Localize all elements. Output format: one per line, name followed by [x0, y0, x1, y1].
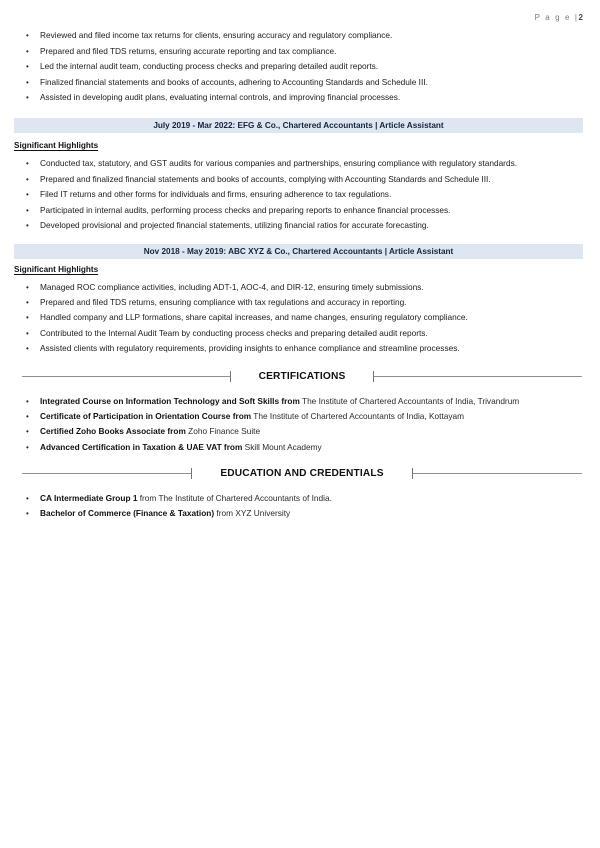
list-item — [14, 491, 586, 506]
certification-issuer: Skill Mount Academy — [242, 441, 322, 452]
significant-highlights-heading-abcxyz: Significant Highlights — [14, 264, 99, 274]
list-item — [14, 424, 586, 439]
list-item: • Contributed to the Internal Audit Team by conducting process checks and preparing detailed audit reports. — [14, 326, 586, 341]
list-item: • Conducted tax, statutory, and GST audits for various companies and partnerships, ensuring compliance with regulatory standards. — [14, 156, 586, 172]
certifications-section-heading — [14, 366, 586, 388]
page-header — [535, 14, 583, 22]
heading-rule-right — [373, 376, 582, 377]
certification-title: Advanced Certification in Taxation & UAE VAT from — [40, 441, 243, 452]
list-item — [14, 506, 586, 521]
role-banner-efg: July 2019 - Mar 2022: EFG & Co., Chartered Accountants | Article Assistant — [14, 118, 583, 133]
list-item: • Managed ROC compliance activities, including ADT-1, AOC-4, and DIR-12, ensuring timely submissions. — [14, 280, 586, 295]
list-item — [14, 409, 586, 424]
certification-issuer: The Institute of Chartered Accountants of India, Kottayam — [251, 411, 465, 422]
list-item — [14, 394, 586, 409]
heading-rule-left — [22, 473, 192, 474]
significant-highlights-heading-efg: Significant Highlights — [14, 140, 99, 150]
certification-issuer: The Institute of Chartered Accountants of India, Trivandrum — [299, 395, 520, 406]
education-list — [14, 491, 586, 521]
education-qualification: CA Intermediate Group 1 — [40, 492, 138, 503]
document-content — [14, 28, 586, 521]
certification-title: Certified Zoho Books Associate from — [40, 426, 186, 437]
list-item: • Filed IT returns and other forms for individuals and firms, ensuring adherence to tax regulations. — [14, 187, 586, 203]
list-item: • Finalized financial statements and books of accounts, adhering to Accounting Standards and Schedule III. — [14, 75, 586, 91]
education-institution: from The Institute of Chartered Accountants of India. — [137, 492, 332, 503]
list-item: • Prepared and filed TDS returns, ensuring compliance with tax regulations and accuracy in reporting. — [14, 295, 586, 310]
certification-title: Certificate of Participation in Orientation Course from — [40, 411, 252, 422]
certification-title: Integrated Course on Information Technology and Soft Skills from — [40, 395, 300, 406]
education-qualification: Bachelor of Commerce (Finance & Taxation) — [40, 507, 215, 518]
list-item: • Prepared and filed TDS returns, ensuring accurate reporting and tax compliance. — [14, 44, 586, 60]
role-efg-bullet-list — [14, 156, 586, 234]
heading-rule-right — [412, 473, 582, 474]
list-item: • Participated in internal audits, performing process checks and preparing reports to enhance financial processes. — [14, 203, 586, 219]
page-number: 2 — [578, 13, 583, 22]
role-banner-abcxyz: Nov 2018 - May 2019: ABC XYZ & Co., Chartered Accountants | Article Assistant — [14, 244, 583, 259]
experience-continued-list — [14, 28, 586, 106]
list-item: • Handled company and LLP formations, share capital increases, and name changes, ensuring regulatory compliance. — [14, 310, 586, 325]
page-header-label: P a g e | — [534, 13, 579, 22]
list-item: • Assisted clients with regulatory requirements, providing insights to enhance compliance and streamline processes. — [14, 341, 586, 356]
list-item: • Developed provisional and projected financial statements, utilizing financial ratios for accurate forecasting. — [14, 218, 586, 234]
list-item: • Assisted in developing audit plans, evaluating internal controls, and improving financial processes. — [14, 90, 586, 106]
list-item: • Led the internal audit team, conducting process checks and preparing detailed audit reports. — [14, 59, 586, 75]
section-title: EDUCATION AND CREDENTIALS — [220, 468, 384, 480]
list-item: • Prepared and finalized financial statements and books of accounts, complying with Accounting Standards and Schedule III. — [14, 172, 586, 188]
role-abcxyz-bullet-list — [14, 280, 586, 356]
heading-rule-left — [22, 376, 231, 377]
section-title: CERTIFICATIONS — [258, 371, 346, 383]
certifications-list — [14, 394, 586, 455]
education-institution: from XYZ University — [214, 507, 291, 518]
list-item: • Reviewed and filed income tax returns for clients, ensuring accuracy and regulatory compliance. — [14, 28, 586, 44]
certification-issuer: Zoho Finance Suite — [185, 426, 261, 437]
list-item — [14, 440, 586, 455]
education-section-heading — [14, 463, 586, 485]
